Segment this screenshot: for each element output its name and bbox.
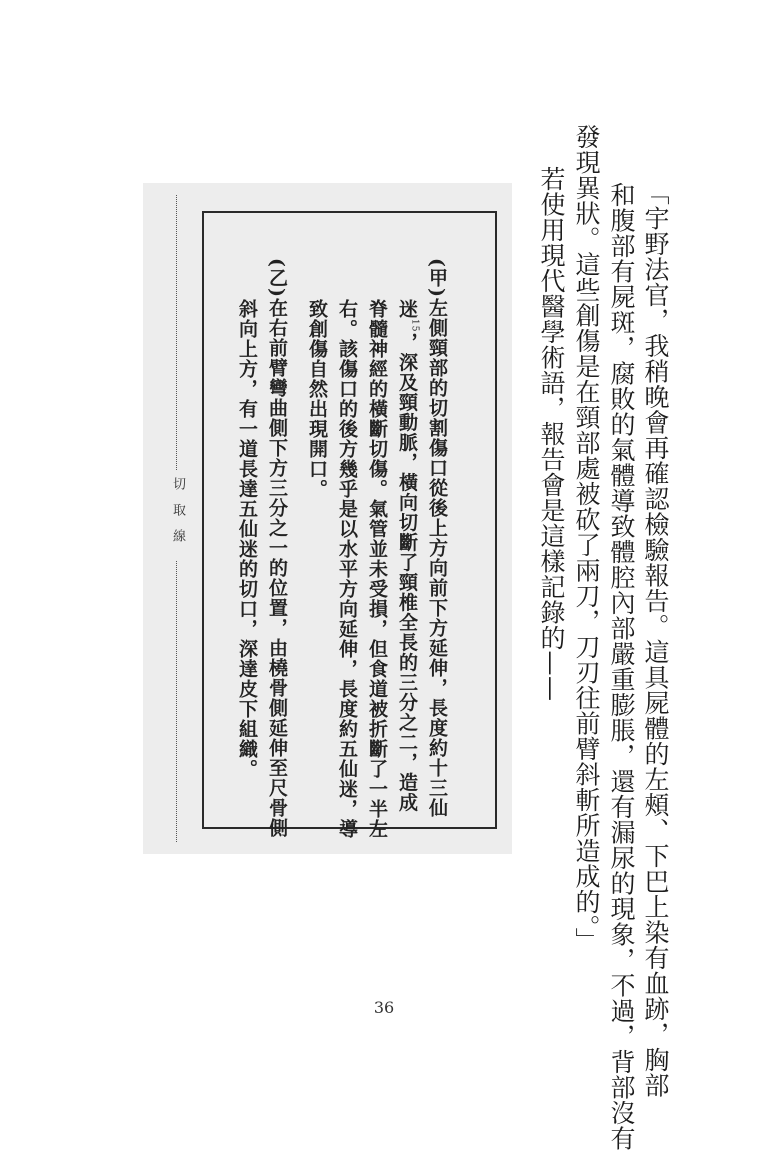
report-line-2 xyxy=(397,299,418,812)
body-line-4: 若使用現代醫學術語，報告會是這樣記錄的—— xyxy=(537,166,566,702)
cut-line-label: 切取線 xyxy=(168,471,187,561)
body-line-3: 發現異狀。這些創傷是在頸部處被砍了兩刀，刀刃往前臂斜斬所造成的。」 xyxy=(572,124,601,953)
report-line-6: (乙)在右前臂彎曲側下方三分之一的位置，由橈骨側延伸至尺骨側 xyxy=(266,258,288,838)
report-line-3: 脊髓神經的橫斷切傷。氣管並未受損，但食道被折斷了一半左 xyxy=(366,299,388,839)
report-line-2-body: ，深及頸動脈，橫向切斷了頸椎全長的三分之二，造成 xyxy=(396,332,418,813)
report-line-1: (甲)左側頸部的切割傷口從後上方向前下方延伸，長度約十三仙 xyxy=(426,258,448,818)
report-line-4: 右。該傷口的後方幾乎是以水平方向延伸，長度約五仙迷，導 xyxy=(336,299,358,839)
autopsy-report-box xyxy=(143,183,512,854)
footnote-marker: 15 xyxy=(409,319,420,333)
body-line-2: 和腹部有屍斑，腐敗的氣體導致體腔內部嚴重膨脹，還有漏尿的現象，不過，背部沒有 xyxy=(607,182,636,1151)
page-number: 36 xyxy=(373,998,395,1017)
report-line-2-head: 迷 xyxy=(396,299,418,319)
body-line-1: 「宇野法官，我稍晚會再確認檢驗報告。這具屍體的左頰、下巴上染有血跡，胸部 xyxy=(641,180,670,1098)
report-line-5: 致創傷自然出現開口。 xyxy=(306,299,328,499)
report-line-7: 斜向上方，有一道長達五仙迷的切口，深達皮下組織。 xyxy=(236,299,258,779)
